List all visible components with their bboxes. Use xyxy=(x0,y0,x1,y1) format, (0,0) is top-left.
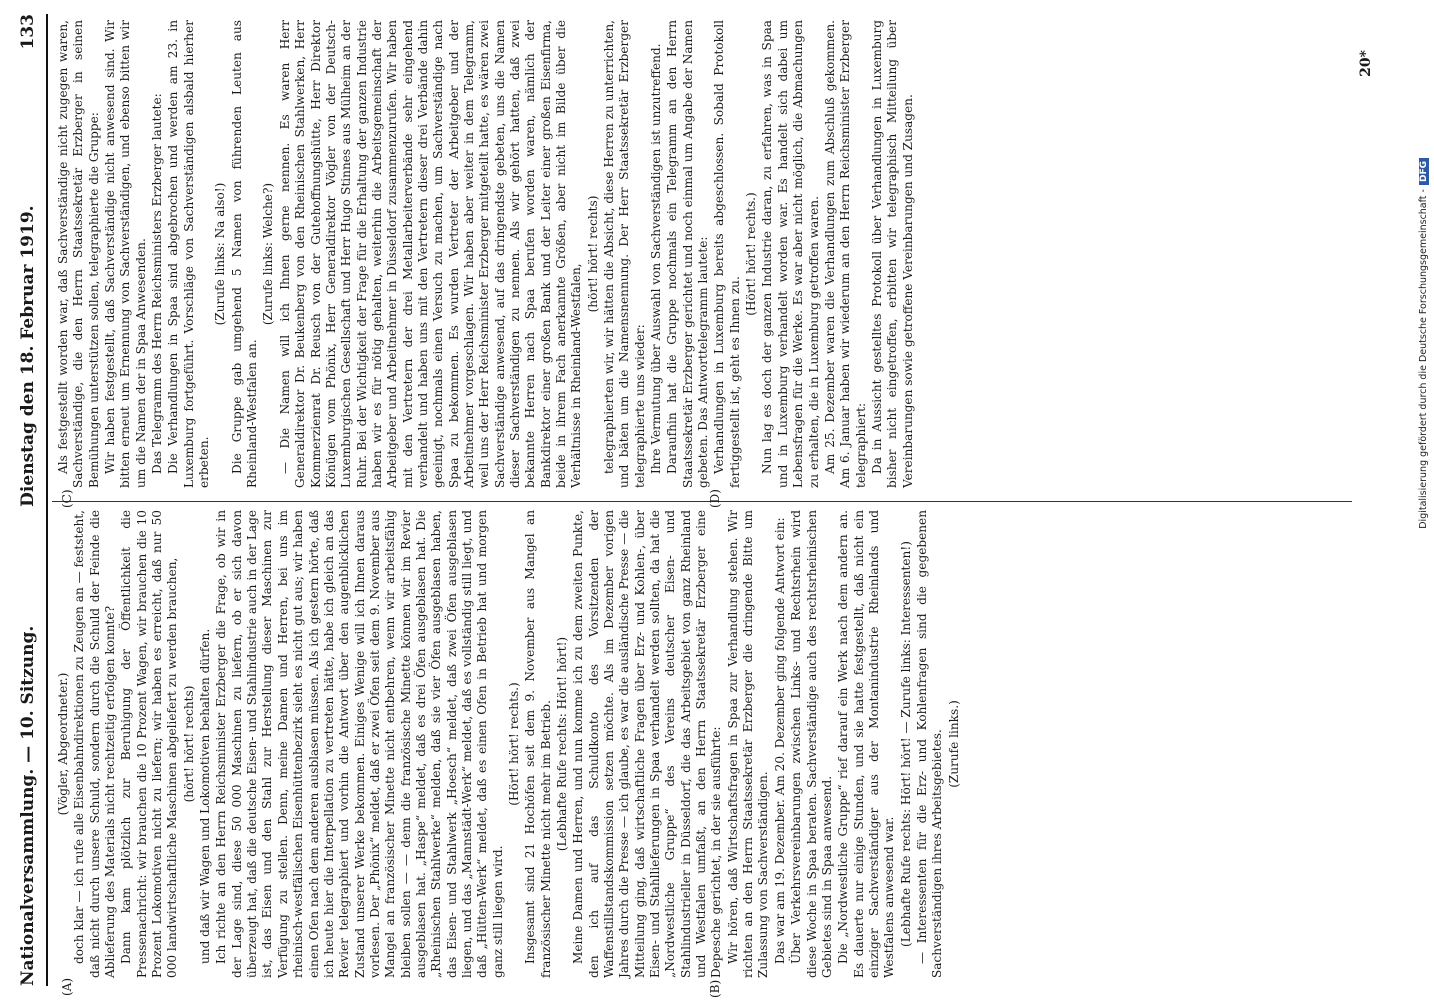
right-column-paragraph: Das Telegramm des Herrn Reichsministers Erzberger lautete: xyxy=(150,93,165,474)
left-column-paragraph: Dann kam plötzlich zur Beruhigung der Öffentlichkeit die Pressenachricht: wir brauchen die 10 Prozent Wagen, wir brauchen die 10 Prozent Lokomotiven nicht zu liefern; wir haben es erreicht, daß nur 50 000 landwirtschaftliche Maschinen abgeliefert zu werden brauchen, xyxy=(119,510,180,978)
left-column-paragraph: Über Verkehrsvereinbarungen zwischen Links- und Rechtsrhein wird diese Woche in Spaa beraten. Sachverständige auch des rechtsrheinischen Gebietes sind in Spaa anwesend. xyxy=(789,510,834,978)
right-column xyxy=(56,20,917,488)
page-header xyxy=(16,14,48,986)
right-column-paragraph: Als festgestellt worden war, daß Sachverständige nicht zugegen waren, Sachverständige, die den Herrn Staatssekretär Erzberger in seinen Bemühungen unterstützen sollen, telegraphierte die Gruppe: xyxy=(56,20,101,488)
right-column-paragraph: Nun lag es doch der ganzen Industrie daran, zu erfahren, was in Spaa und in Luxemburg verhandelt worden war. Es handelt sich dabei um Lebensfragen für die Werke. Es war aber nicht möglich, die Abmachungen zu erhalten, die in Luxemburg getroffen waren. xyxy=(760,20,821,488)
left-column-paragraph: Wir hören, daß Wirtschaftsfragen in Spaa zur Verhandlung stehen. Wir richten an den Herrn Staatssekretär Erzberger die dringende Bitte um Zulassung von Sachverständigen. xyxy=(725,510,771,978)
right-column-paragraph: telegraphierten wir, wir hätten die Absicht, diese Herren zu unterrichten, und bäten um die Namensnennung. Der Herr Staatssekretär Erzberger telegraphierte uns wieder: xyxy=(602,20,647,488)
right-column-paragraph: — Die Namen will ich Ihnen gerne nennen. Es waren Herr Generaldirektor Dr. Beukenberg von den Rheinischen Stahlwerken, Herr Kommerzienrat Dr. Reusch von der Gutehoffnungshütte, Herr Direktor Könügen vom Phönix, Herr Generaldirektor Vögler von der Deutsch-Luxemburgischen Gesellschaft und Herr Hugo Stinnes aus Mülheim an der Ruhr. Bei der Wichtigkeit der Frage für die Erhaltung der ganzen Industrie haben wir es für nötig gehalten, weiterhin die Arbeitsgemeinschaft der Arbeitgeber und Arbeitnehmer in Düsseldorf zusammenzurufen. Wir haben mit den Vertretern der drei Metallarbeiterverbände sehr eingehend verhandelt und haben uns mit den Vertretern dieser drei Verbände dahin geeinigt, nochmals einen Versuch zu machen, um Sachverständige nach Spaa zu bekommen. Es wurden Vertreter der Arbeitgeber und der Arbeitnehmer vorgeschlagen. Wir haben aber weiter in dem Telegramm, weil uns der Herr Reichsminister Erzberger mitgeteilt hatte, es wären zwei Sachverständige anwesend, auf das dringendste gebeten, uns die Namen dieser Sachverständigen zu nennen. Als wir gehört hatten, daß zwei bekannte Herren nach Spaa berufen worden waren, nämlich der Bankdirektor einer großen Bank und der Leiter einer großen Eisenfirma, beide in ihrem Fach anerkannte Größen, aber nicht im Bilde über die Verhältnisse in Rheinland-Westfalen, xyxy=(277,20,584,488)
column-rule xyxy=(52,501,1352,502)
right-column-paragraph: (Hört! hört! rechts.) xyxy=(744,192,759,316)
side-credit xyxy=(1418,0,1434,1000)
left-column-paragraph: (Vögler, Abgeordneter.) xyxy=(56,672,70,816)
left-column-paragraph: (Lebhafte Rufe rechts: Hört! hört!) xyxy=(555,636,569,852)
rotated-sheet xyxy=(8,0,1388,1000)
right-column-paragraph: Verhandlungen in Luxemburg bereits abgeschlossen. Sobald Protokoll fertiggestellt ist, geht es Ihnen zu. xyxy=(712,20,742,488)
credit-text-wrap xyxy=(1418,158,1434,858)
margin-letter-d: (D) xyxy=(708,489,722,508)
right-column-paragraph: Die Verhandlungen in Spaa sind abgebrochen und werden am 23. in Luxemburg fortgeführt. Vorschläge von Sachverständigen alsbald hierher erbeten. xyxy=(166,20,212,488)
left-column-paragraph: (Zurufe links.) xyxy=(946,700,961,788)
left-column-paragraph: Insgesamt sind 21 Hochöfen seit dem 9. November aus Mangel an französischer Minette nicht mehr im Betrieb. xyxy=(523,510,553,978)
footer-number: 20* xyxy=(1358,50,1374,77)
left-column-paragraph: Meine Damen und Herren, und nun komme ich zu dem zweiten Punkte, den ich auf das Schuldkonto des Vorsitzenden der Waffenstillstandskommission setzen möchte. Als im Dezember vorigen Jahres durch die Presse — ich glaube, es war die ausländische Presse — die Mitteilung ging, daß wirtschaftliche Fragen über Erz- und Kohlen-, über Eisen- und Stahllieferungen in Spaa verhandelt werden sollten, da hat die „Nordwestliche Gruppe“ des Vereins deutscher Eisen- und Stahlindustrieller in Düsseldorf, die das Arbeitsgebiet von ganz Rheinland und Westfalen umfaßt, an den Herrn Staatssekretär Erzberger eine Depesche gerichtet, in der sie ausführte: xyxy=(571,510,724,978)
right-column-paragraph: (Zurufe links: Na also!) xyxy=(213,182,228,326)
dfg-logo: DFG xyxy=(1419,158,1429,185)
margin-letter-a: (A) xyxy=(60,977,74,996)
page-number: 133 xyxy=(18,14,38,50)
right-column-paragraph: Die Gruppe gab umgehend 5 Namen von führenden Leuten aus Rheinland-Westfalen an. xyxy=(229,20,260,488)
left-column-paragraph: (hört! hört! rechts) xyxy=(181,685,196,803)
left-column-paragraph: doch klar — ich rufe alle Eisenbahndirektionen zu Zeugen an — feststeht, daß nicht durch unsere Schuld, sondern durch die Schuld der Feinde die Ablieferung des Materials nicht rechtzeitig erfolgen konnte? xyxy=(72,510,118,978)
header-date xyxy=(18,14,38,507)
header-date-text: Dienstag den 18. Februar 1919. xyxy=(18,205,38,507)
left-column-paragraph: (Hört! hört! rechts.) xyxy=(506,682,521,806)
header-session: Nationalversammlung. — 10. Sitzung. xyxy=(18,625,38,986)
left-column-paragraph: Das war am 19. Dezember. Am 20. Dezember ging folgende Antwort ein: xyxy=(772,517,787,964)
left-column xyxy=(56,510,963,978)
credit-text: Digitalisierung gefördert durch die Deutsche Forschungsgemeinschaft - xyxy=(1418,189,1429,529)
left-column-paragraph: Ich richte an den Herrn Reichsminister Erzberger die Frage, ob wir in der Lage sind, diese 50 000 Maschinen zu liefern, ob er sich davon überzeugt hat, daß die deutsche Eisen- und Stahlindustrie auch in der Lage ist, das Eisen und den Stahl zur Herstellung dieser Maschinen zur Verfügung zu stellen. Denn, meine Damen und Herren, bei uns im rheinisch-westfälischen Eisenhüttenbezirk sieht es nicht gut aus; wir haben einen Ofen nach dem anderen ausblasen müssen. Als ich gestern hörte, daß ich heute hier die Interpellation zu vertreten hätte, habe ich gleich an das Revier telegraphiert und vorhin die Antwort über den augenblicklichen Zustand unserer Werke bekommen. Einiges Wenige will ich Ihnen daraus vorlesen. Der „Phönix“ meldet, daß er zwei Öfen seit dem 9. November aus Mangel an französischer Minette nicht entbehren, wenn wir arbeitsfähig bleiben sollen — — denn die französische Minette können wir im Revier ausgeblasen hat. „Haspe“ meldet, daß es drei Öfen ausgeblasen hat. Die „Rheinischen Stahlwerke“ melden, daß sie vier Öfen ausgeblasen haben, das Eisen- und Stahlwerk „Hoesch“ meldet, daß zwei Öfen ausgeblasen liegen, und das „Mannstädt-Werk“ meldet, daß es vollständig still liegt, und daß „Hütten-Werk“ meldet, daß es einen Ofen in Betrieb hat und morgen ganz still liegen wird. xyxy=(214,510,505,978)
right-column-paragraph: Ihre Vermutung über Auswahl von Sachverständigen ist unzutreffend. xyxy=(649,43,664,474)
left-column-paragraph: (Lebhafte Rufe rechts: Hört! hört! — Zurufe links: Interessenten!) xyxy=(898,541,913,947)
right-column-paragraph: (Zurufe links: Welche?) xyxy=(261,182,276,326)
right-column-paragraph: (hört! hört! rechts) xyxy=(585,195,600,313)
right-column-paragraph: Da in Aussicht gestelltes Protokoll über Verhandlungen in Luxemburg bisher nicht eingetroffen, erbitten wir telegraphisch Mitteilung über Vereinbarungen sowie getroffene Vereinbarungen und Zusagen. xyxy=(869,20,915,488)
margin-letter-b: (B) xyxy=(708,979,722,998)
left-column-paragraph: Die „Nordwestliche Gruppe“ rief darauf ein Werk nach dem andern an. Es dauerte nur einige Stunden, und sie hatte festgestellt, daß nicht ein einziger Sachverständiger aus der Montanindustrie Rheinlands und Westfalens anwesend war. xyxy=(836,510,897,978)
right-column-paragraph: Daraufhin hat die Gruppe nochmals ein Telegramm an den Herrn Staatssekretär Erzberger gerichtet und noch einmal um Angabe der Namen gebeten. Das Antworttelegramm lautete: xyxy=(665,20,711,488)
right-column-paragraph: Wir haben festgestellt, daß Sachverständige nicht anwesend sind. Wir bitten erneut um Ernennung von Sachverständigen, und ebenso bitten wir um die Namen der in Spaa Anwesenden. xyxy=(103,20,148,488)
left-column-paragraph: — Interessenten für die Erz- und Kohlenfragen sind die gegebenen Sachverständigen ihres Arbeitsgebietes. xyxy=(914,510,945,978)
margin-letter-c: (C) xyxy=(60,489,74,508)
left-column-paragraph: und daß wir Wagen und Lokomotiven behalten dürfen. xyxy=(198,628,213,964)
right-column-paragraph: Am 25. Dezember waren die Verhandlungen zum Abschluß gekommen. Am 6. Januar haben wir wiederum an den Herrn Reichsminister Erzberger telegraphiert: xyxy=(822,20,868,488)
